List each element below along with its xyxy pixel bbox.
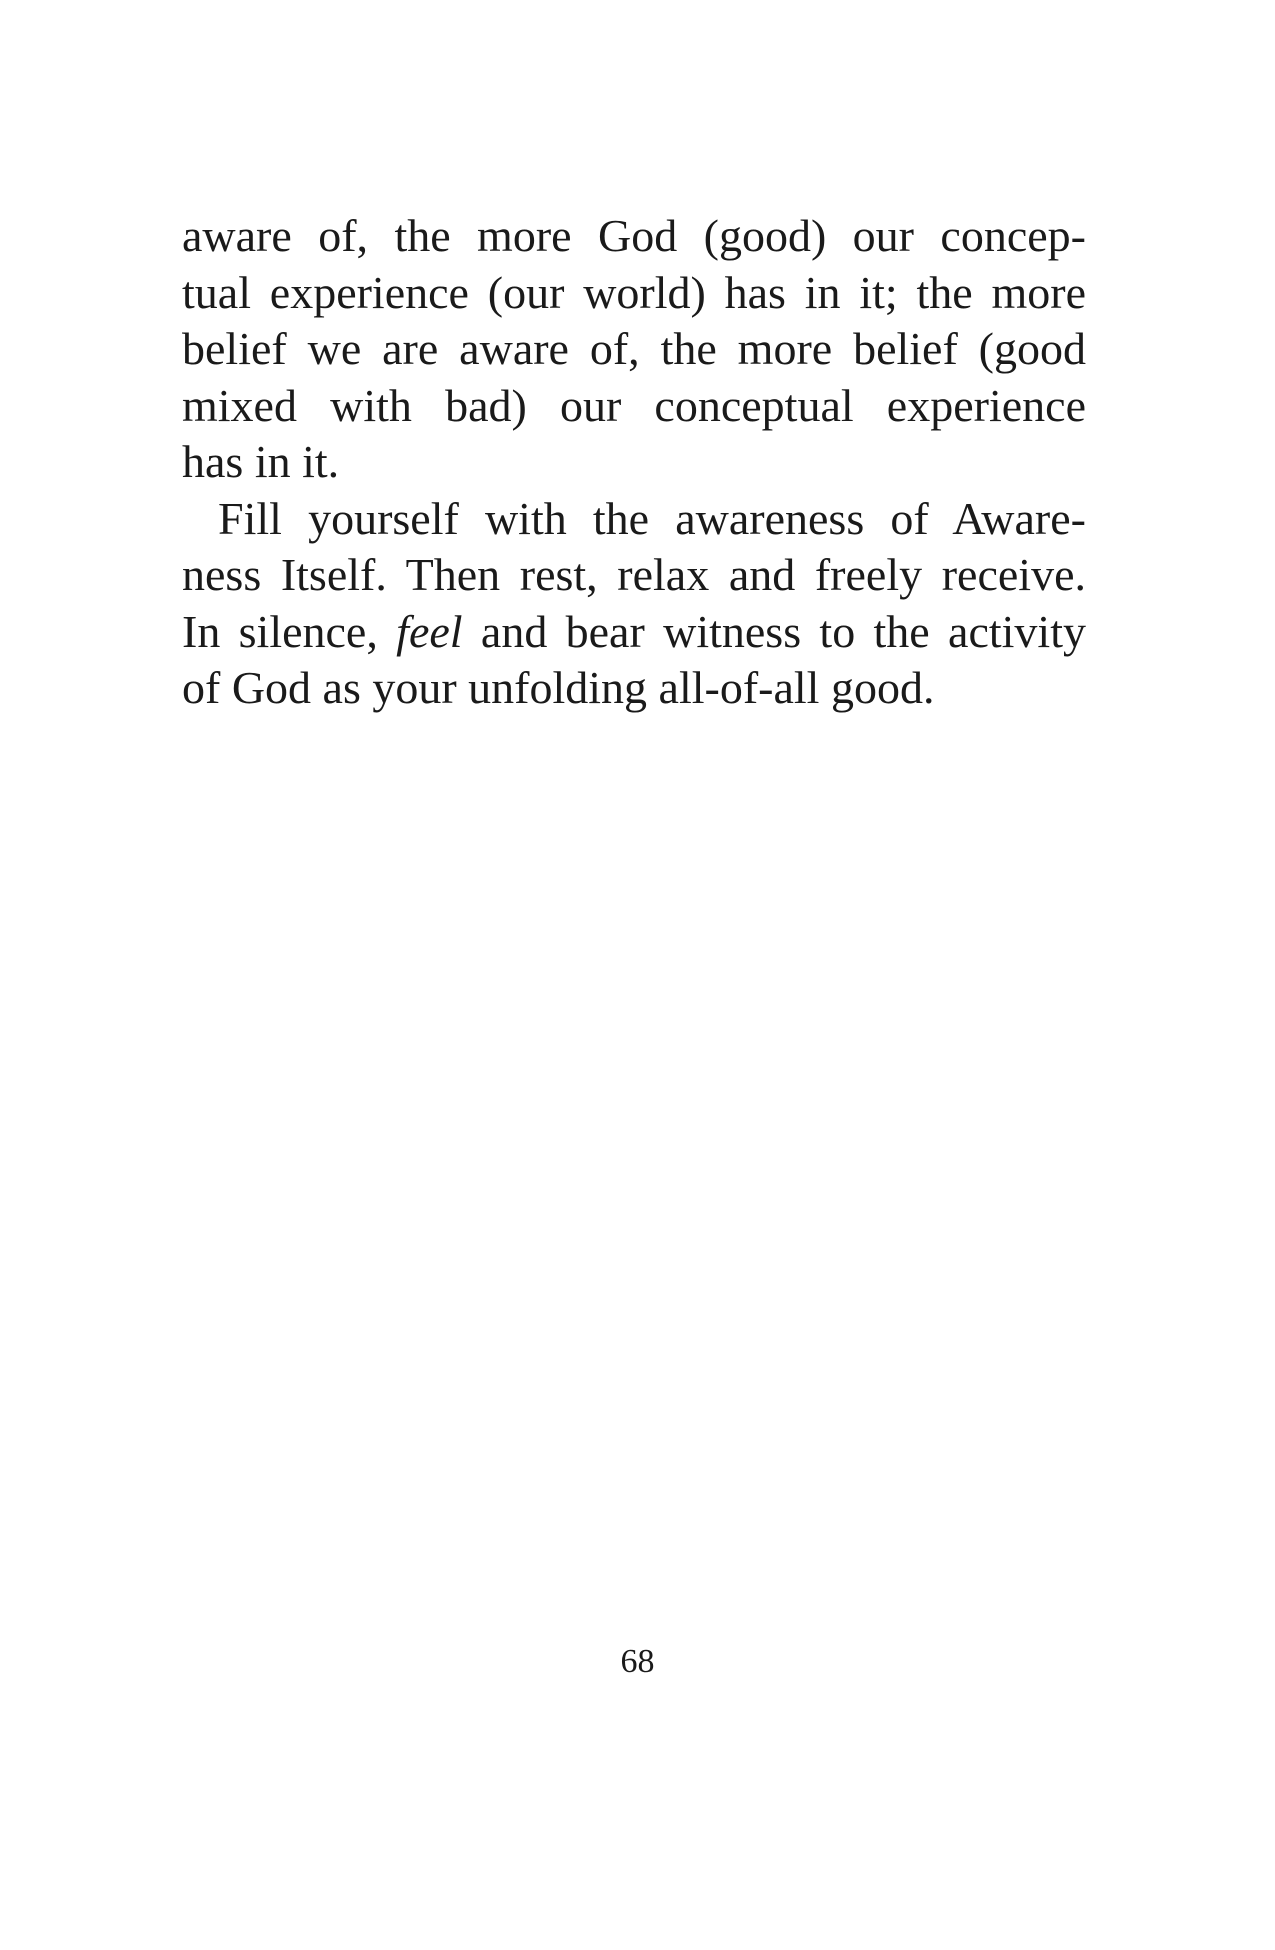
text-line: mixed with bad) our conceptual experience: [182, 379, 1086, 431]
body-text: [182, 208, 1086, 717]
text-line: tual experience (our world) has in it; the more: [182, 266, 1086, 318]
emphasized-word: feel: [396, 605, 463, 657]
text-segment: In silence,: [182, 605, 397, 657]
page-number: 68: [620, 1643, 655, 1680]
text-line: ness Itself. Then rest, relax and freely receive.: [182, 549, 1086, 600]
paragraph-1: [182, 208, 1086, 491]
text-line: belief we are aware of, the more belief (good: [182, 323, 1086, 374]
paragraph-2: [182, 491, 1086, 717]
text-line-with-emphasis: [182, 604, 1086, 661]
text-line: aware of, the more God (good) our concep-: [182, 210, 1086, 261]
text-line: has in it.: [182, 436, 340, 487]
text-line: Fill yourself with the awareness of Aware-: [218, 492, 1086, 544]
text-segment: and bear witness to the activity: [462, 605, 1086, 657]
text-line: of God as your unfolding all-of-all good.: [182, 662, 935, 713]
